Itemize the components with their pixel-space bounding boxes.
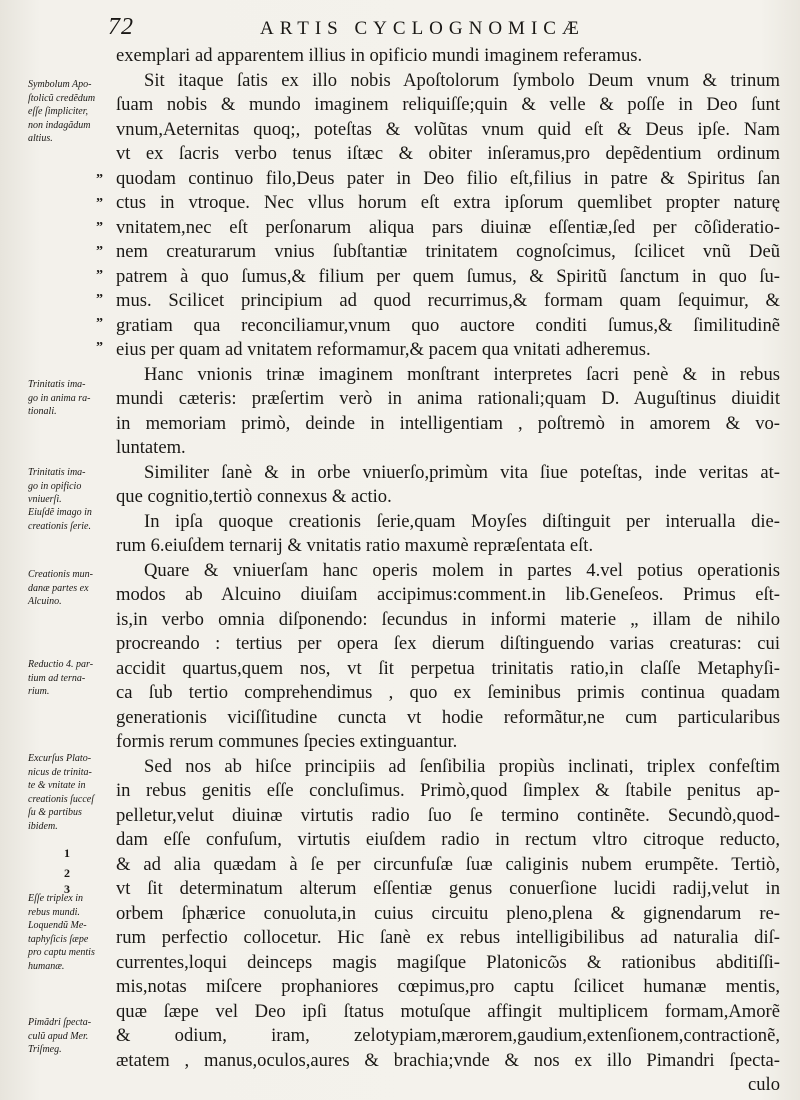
margin-numeral: 3 xyxy=(64,882,70,896)
quote-mark: ” xyxy=(96,220,103,235)
text-line: patrem à quo ſumus,& filium per quem ſumus, & Spiritũ ſanctum in quo ſu- xyxy=(116,265,780,287)
quote-mark: ” xyxy=(96,244,103,259)
text-line: vnitatem,nec eſt perſonarum aliqua pars diuinæ eſſentiæ,ſed per cõſideratio- xyxy=(116,216,780,238)
text-line: in rebus genitis eſſe concluſimus. Primò,quod ſimplex & ſtabile penitus ap- xyxy=(116,780,780,801)
text-line: luntatem. xyxy=(116,437,186,458)
margin-note-eiusdem-imago: Eiuſdẽ imago in creationis ſerie. xyxy=(28,507,92,532)
margin-note-pimandri: Pimãdri ſpecta- culũ apud Mer. Triſmeg. xyxy=(28,1017,92,1055)
text-line: vt ſit determinatum alterum eſſentiæ genus conuerſione lucidi radij,velut in xyxy=(116,878,780,899)
text-line: In ipſa quoque creationis ſerie,quam Moyſes diſtinguit per interualla die- xyxy=(144,510,780,532)
quote-mark: ” xyxy=(96,292,103,307)
running-head xyxy=(108,14,768,44)
margin-note-symbolum: Symbolum Apo- ſtolicũ credẽdum eſſe ſimpliciter, non indagãdum altius. xyxy=(28,79,96,144)
text-line: ca ſub tertio comprehendimus , quo ex ſeminibus primis continua quadam xyxy=(116,682,780,703)
margin-note-creationis-mundanae: Creationis mun- danæ partes ex Alcuino. xyxy=(28,569,93,607)
text-line: formis rerum communes ſpecies extinguantur. xyxy=(116,731,458,752)
text-line: Similiter ſanè & in orbe vniuerſo,primùm vita ſiue poteſtas, inde veritas at- xyxy=(144,461,780,483)
text-line: Sed nos ab hiſce principiis ad ſenſibilia propiùs inclinati, triplex confeſtim xyxy=(144,755,780,777)
quote-mark: ” xyxy=(96,340,103,355)
text-line: Quare & vniuerſam hanc operis molem in partes 4.vel potius operationis xyxy=(144,559,780,581)
margin-note-trinitatis-opificio: Trinitatis ima- go in opificio vniuerſi. xyxy=(28,467,86,505)
margin-numeral: 1 xyxy=(64,846,70,860)
page-number: 72 xyxy=(108,14,134,40)
text-line: currentes,loqui deinceps magis magiſque Platonicῶs & rationibus abditiſſi- xyxy=(116,951,780,973)
text-line: vnum,Aeternitas quoq;, poteſtas & volũtas vnum quid eſt & Deus ipſe. Nam xyxy=(116,118,780,140)
margin-note-trinitatis-anima: Trinitatis ima- go in anima ra- tionali. xyxy=(28,379,91,417)
text-line: quæ ſæpe vel Deo ipſi ſtatus motuſque affingit multiplicem formam,Amorẽ xyxy=(116,1000,780,1022)
text-line: vt ex ſacris verbo tenus iſtæc & obiter inſeramus,pro depẽdentium ordinum xyxy=(116,143,780,164)
text-line: dam eſſe confuſum, virtutis eiuſdem radio in rectum vltro citroque reducto, xyxy=(116,829,780,850)
text-line: ctus in vtroque. Nec vllus horum eſt extra ipſorum quemlibet propter naturę xyxy=(116,192,780,213)
text-line: procreando : tertius per opera ſex dierum diſtinguendo varias creaturas: cui xyxy=(116,633,780,654)
text-line: exemplari ad apparentem illius in opificio mundi imaginem referamus. xyxy=(116,45,643,66)
text-line: mundi cæteris: præſertim verò in anima rationali;quam D. Auguſtinus diuidit xyxy=(116,388,780,409)
text-line: in memoriam primò, deinde in intelligentiam , poſtremò in amorem & vo- xyxy=(116,412,780,434)
quote-mark: ” xyxy=(96,316,103,331)
text-line: ætatem , manus,oculos,aures & brachia;vnde & nos ex illo Pimandri ſpecta- xyxy=(116,1049,780,1071)
text-line: pelletur,velut diuinæ virtutis radio ſuo ſe termino continẽte. Secundò,quod- xyxy=(116,804,780,826)
margin-notes xyxy=(28,0,118,1100)
text-line: que cognitio,tertiò connexus & actio. xyxy=(116,486,392,507)
body-text xyxy=(116,44,780,1098)
text-line: & ad alia quædam à ſe per circunfuſæ ſuæ caliginis nubem erumpẽte. Tertiò, xyxy=(116,853,780,875)
text-line: mis,notas miſcere prophaniores cœpimus,pro captu ſcilicet humanæ mentis, xyxy=(116,976,780,997)
text-line: culo xyxy=(747,1074,780,1095)
text-line: quodam continuo filo,Deus pater in Deo filio eſt,filius in patre & Spiritus ſan xyxy=(116,167,780,189)
text-line: mus. Scilicet principium ad quod recurrimus,& formam quam ſequimur, & xyxy=(116,290,780,311)
text-line: Hanc vnionis trinæ imaginem monſtrant interpretes ſacri penè & in rebus xyxy=(144,363,780,385)
margin-note-reductio: Reductio 4. par- tium ad terna- rium. xyxy=(28,659,94,697)
margin-note-excursus: Excurſus Plato- nicus de trinita- te & vnitate in creationis ſucceſ ſu & partibus ibidem. xyxy=(28,753,94,832)
text-line: ſuam nobis & mundo imaginem reliquiſſe;quin & velle & poſſe in Deo ſunt xyxy=(116,94,780,115)
text-line: Sit itaque ſatis ex illo nobis Apoſtolorum ſymbolo Deum vnum & trinum xyxy=(144,69,780,91)
text-line: orbem ſphærice conuoluta,in cuius circuitu pleno,plena & gignendarum re- xyxy=(116,902,780,924)
text-line: rum perfectio collocetur. Hic ſanè ex rebus intelligibilibus ad naturalia diſ- xyxy=(116,927,780,948)
text-line: generationis viciſſitudine cuncta vt hodie reformãtur,ne cum particularibus xyxy=(116,706,780,728)
margin-note-esse-triplex: Eſſe triplex in rebus mundi. Loquendũ Me- taphyſicis ſæpe pro captu mentis humanæ. xyxy=(28,893,95,972)
text-line: modos ab Alcuino diuiſam accipimus:comment.in lib.Geneſeos. Primus eſt- xyxy=(116,584,780,605)
quote-mark: ” xyxy=(96,196,103,211)
text-line: is,in verbo omnia diſponendo: ſecundus in informi materie „ illam de nihilo xyxy=(116,608,780,630)
text-line: rum 6.eiuſdem ternarij & vnitatis ratio maxumè repræſentata eſt. xyxy=(116,535,594,556)
quote-mark: ” xyxy=(96,268,103,283)
text-line: accidit quartus,quem nos, vt ſit perpetua trinitatis ratio,in claſſe Metaphyſi- xyxy=(116,657,780,679)
text-line: & odium, iram, zelotypiam,mærorem,gaudium,extenſionem,contractionẽ, xyxy=(116,1025,780,1046)
text-line: nem creaturarum vnius ſubſtantiæ trinitatem cognoſcimus, ſcilicet vnũ Deũ xyxy=(116,241,780,262)
text-line: gratiam qua reconciliamur,vnum quo auctore conditi ſumus,& ſimilitudinẽ xyxy=(116,314,780,336)
quote-mark: ” xyxy=(96,172,103,187)
margin-numeral: 2 xyxy=(64,866,70,880)
running-title: ARTIS CYCLOGNOMICÆ xyxy=(260,18,585,39)
text-line: eius per quam ad vnitatem reformamur,& pacem qua vnitati adheremus. xyxy=(116,339,651,360)
